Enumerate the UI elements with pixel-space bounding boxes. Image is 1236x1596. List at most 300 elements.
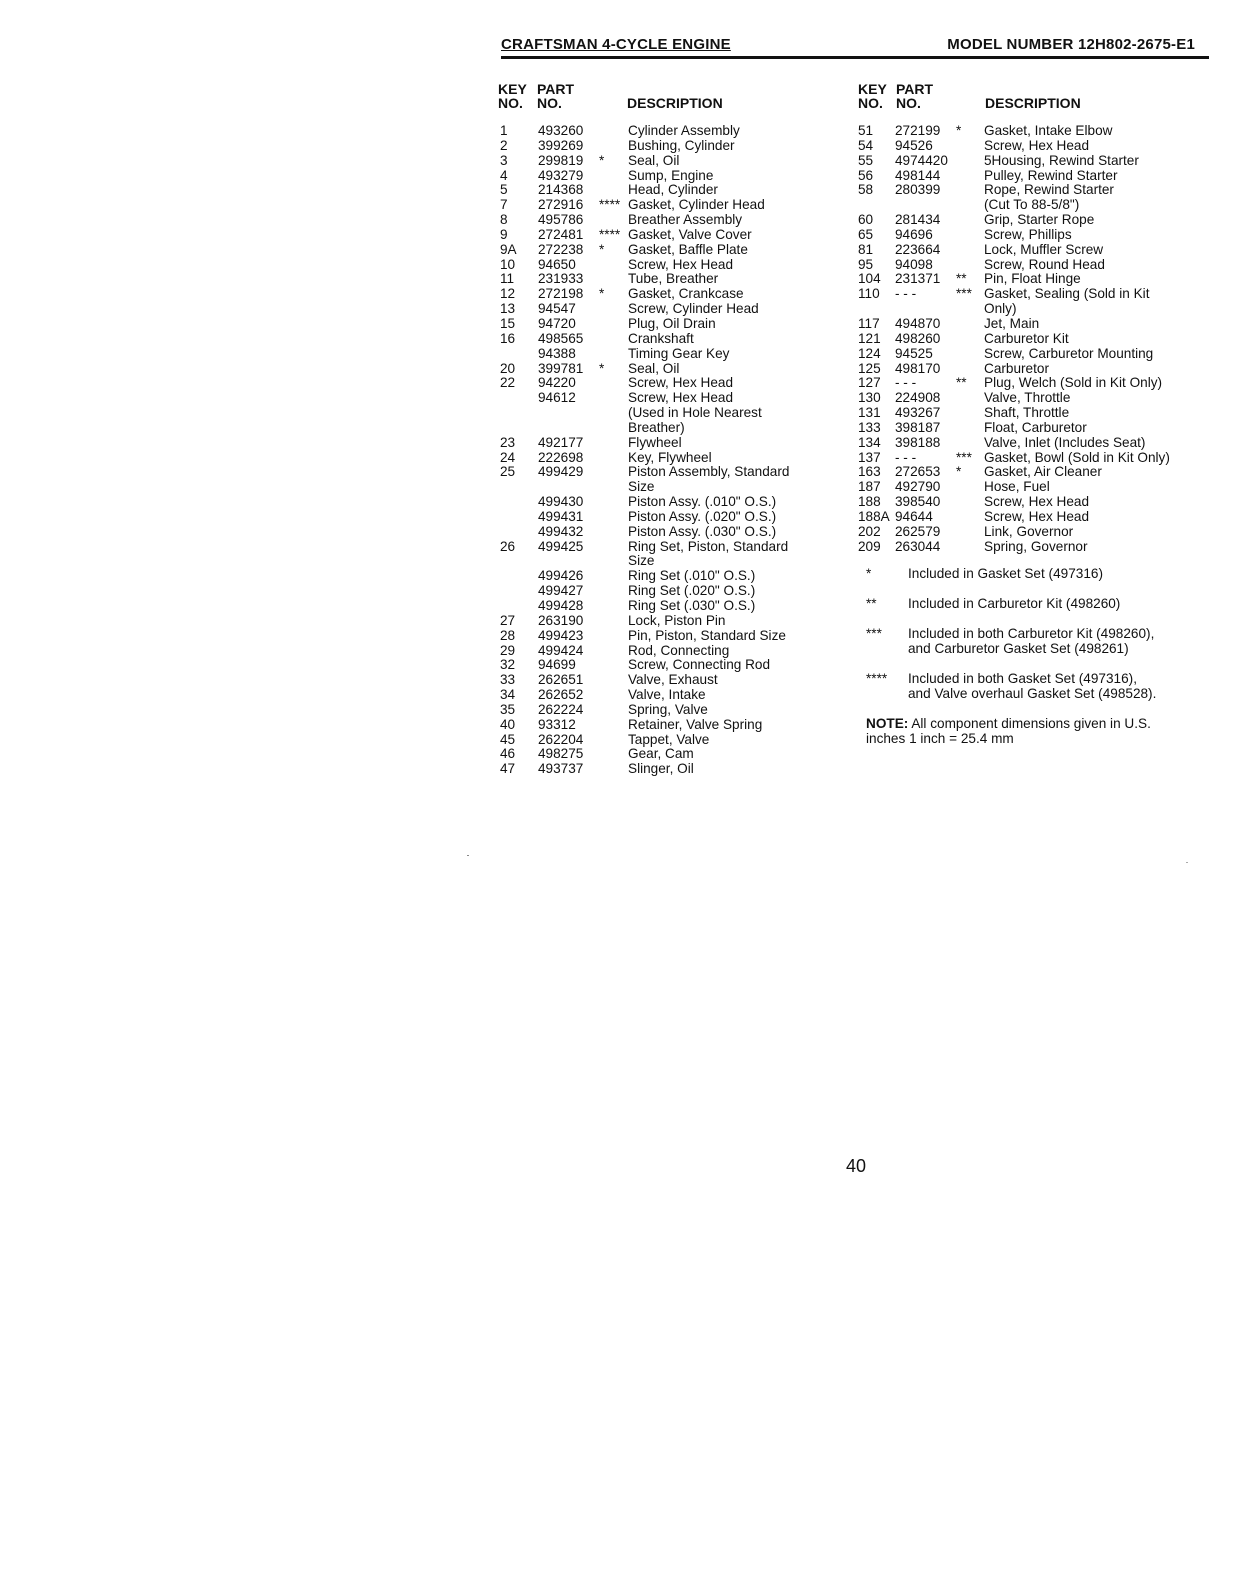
parts-row bbox=[858, 480, 1228, 495]
part-number: 399781 bbox=[538, 360, 584, 376]
footnote-text: Included in both Carburetor Kit (498260), bbox=[908, 626, 1155, 641]
part-number: 299819 bbox=[538, 152, 584, 168]
key-number: 24 bbox=[500, 449, 516, 465]
part-number: 498565 bbox=[538, 330, 584, 346]
part-description: Size bbox=[628, 479, 655, 495]
kit-marker: * bbox=[956, 464, 962, 480]
kit-marker: ** bbox=[956, 375, 967, 391]
part-description: Tappet, Valve bbox=[628, 731, 710, 747]
part-description: Screw, Cylinder Head bbox=[628, 301, 759, 317]
parts-row bbox=[858, 495, 1228, 510]
part-description: Gear, Cam bbox=[628, 746, 694, 762]
parts-row bbox=[500, 139, 840, 154]
key-number: 131 bbox=[858, 405, 881, 421]
key-number: 32 bbox=[500, 657, 516, 673]
key-number: 47 bbox=[500, 761, 516, 777]
parts-row bbox=[500, 510, 840, 525]
footnote-text: Included in Gasket Set (497316) bbox=[908, 566, 1103, 581]
part-description: Spring, Valve bbox=[628, 701, 708, 717]
kit-marker: *** bbox=[956, 286, 972, 302]
part-number: 498144 bbox=[895, 167, 941, 183]
key-number: 11 bbox=[500, 271, 515, 287]
parts-row bbox=[500, 451, 840, 466]
parts-row bbox=[500, 762, 840, 777]
part-description: Plug, Oil Drain bbox=[628, 315, 716, 331]
parts-row bbox=[858, 510, 1228, 525]
key-number: 33 bbox=[500, 672, 516, 688]
parts-row bbox=[500, 391, 840, 406]
key-number: 29 bbox=[500, 642, 516, 658]
key-number: 35 bbox=[500, 701, 516, 717]
parts-row bbox=[500, 362, 840, 377]
part-number: 214368 bbox=[538, 182, 584, 198]
part-description: Shaft, Throttle bbox=[984, 405, 1070, 421]
part-description: Valve, Inlet (Includes Seat) bbox=[984, 434, 1146, 450]
key-number: 26 bbox=[500, 538, 516, 554]
part-description: Only) bbox=[984, 301, 1017, 317]
part-number: 94525 bbox=[895, 345, 933, 361]
part-description: Rod, Connecting bbox=[628, 642, 730, 658]
parts-row bbox=[858, 213, 1228, 228]
part-description: Gasket, Bowl (Sold in Kit Only) bbox=[984, 449, 1170, 465]
part-description: Screw, Connecting Rod bbox=[628, 657, 771, 673]
footnote bbox=[866, 566, 1226, 581]
part-description: (Used in Hole Nearest bbox=[628, 405, 762, 421]
part-description: Spring, Governor bbox=[984, 538, 1088, 554]
parts-row bbox=[500, 569, 840, 584]
part-description: Lock, Piston Pin bbox=[628, 612, 726, 628]
key-number: 65 bbox=[858, 226, 874, 242]
key-number: 25 bbox=[500, 464, 516, 480]
footnote bbox=[866, 596, 1226, 611]
part-description: Seal, Oil bbox=[628, 360, 680, 376]
right-parts-list bbox=[858, 124, 1228, 554]
part-number: 94526 bbox=[895, 137, 933, 153]
part-description: Flywheel bbox=[628, 434, 682, 450]
part-description: Pin, Float Hinge bbox=[984, 271, 1081, 287]
model-number: MODEL NUMBER 12H802-2675-E1 bbox=[947, 36, 1195, 53]
kit-marker: **** bbox=[599, 197, 621, 213]
part-number: 493279 bbox=[538, 167, 584, 183]
part-description: Seal, Oil bbox=[628, 152, 680, 168]
part-description: Screw, Carburetor Mounting bbox=[984, 345, 1154, 361]
part-description: Breather Assembly bbox=[628, 212, 743, 228]
part-description: Pulley, Rewind Starter bbox=[984, 167, 1118, 183]
part-number: 94644 bbox=[895, 508, 933, 524]
key-number: 15 bbox=[500, 315, 516, 331]
parts-row bbox=[500, 540, 840, 555]
parts-row bbox=[858, 124, 1228, 139]
key-number: 134 bbox=[858, 434, 881, 450]
key-number: 54 bbox=[858, 137, 874, 153]
part-description: Screw, Hex Head bbox=[628, 375, 734, 391]
parts-row bbox=[500, 317, 840, 332]
part-description: Screw, Hex Head bbox=[628, 256, 734, 272]
part-description: Lock, Muffler Screw bbox=[984, 241, 1104, 257]
kit-marker: * bbox=[599, 360, 605, 376]
parts-row bbox=[500, 733, 840, 748]
part-description: Slinger, Oil bbox=[628, 761, 694, 777]
part-description: Valve, Throttle bbox=[984, 390, 1071, 406]
part-description: Gasket, Air Cleaner bbox=[984, 464, 1102, 480]
note-text: All component dimensions given in U.S. bbox=[911, 716, 1151, 731]
part-number: 272916 bbox=[538, 197, 584, 213]
part-number: 498170 bbox=[895, 360, 941, 376]
part-number: 499431 bbox=[538, 508, 584, 524]
part-number: 94098 bbox=[895, 256, 933, 272]
part-number: 272653 bbox=[895, 464, 941, 480]
kit-marker: * bbox=[956, 123, 962, 138]
key-number: 163 bbox=[858, 464, 881, 480]
key-number: 124 bbox=[858, 345, 881, 361]
parts-row bbox=[500, 376, 840, 391]
part-description: Float, Carburetor bbox=[984, 419, 1087, 435]
part-number: 94220 bbox=[538, 375, 576, 391]
parts-row bbox=[500, 688, 840, 703]
part-number: 493260 bbox=[538, 123, 584, 138]
scan-speck bbox=[1186, 862, 1188, 863]
parts-row bbox=[858, 391, 1228, 406]
part-no-header-right: PART bbox=[896, 81, 934, 97]
part-number: 398187 bbox=[895, 419, 941, 435]
footnote-marker: * bbox=[866, 566, 872, 581]
key-number: 104 bbox=[858, 271, 881, 287]
parts-row bbox=[858, 332, 1228, 347]
footnote-text: Included in Carburetor Kit (498260) bbox=[908, 596, 1121, 611]
part-number: 498260 bbox=[895, 330, 941, 346]
kit-marker: * bbox=[599, 152, 605, 168]
key-no-header-line2: NO. bbox=[498, 95, 523, 111]
part-number: 399269 bbox=[538, 137, 584, 153]
part-description: Hose, Fuel bbox=[984, 479, 1050, 495]
part-number: 493737 bbox=[538, 761, 584, 777]
key-number: 34 bbox=[500, 687, 516, 703]
part-number: 272199 bbox=[895, 123, 941, 138]
key-number: 46 bbox=[500, 746, 516, 762]
part-description: Retainer, Valve Spring bbox=[628, 716, 763, 732]
parts-row bbox=[500, 658, 840, 673]
part-number: 499424 bbox=[538, 642, 584, 658]
right-column-headers bbox=[858, 82, 1198, 112]
part-number: 94720 bbox=[538, 315, 576, 331]
part-description: Screw, Hex Head bbox=[984, 137, 1090, 153]
key-number: 4 bbox=[500, 167, 508, 183]
part-number: 231933 bbox=[538, 271, 584, 287]
part-description: Ring Set (.010" O.S.) bbox=[628, 568, 756, 584]
footnote bbox=[866, 671, 1226, 701]
part-number: 262224 bbox=[538, 701, 584, 717]
part-number: 262579 bbox=[895, 523, 941, 539]
part-number: - - - bbox=[895, 449, 917, 465]
key-number: 45 bbox=[500, 731, 516, 747]
parts-row bbox=[500, 406, 840, 421]
part-number: 499425 bbox=[538, 538, 584, 554]
parts-row bbox=[858, 317, 1228, 332]
kit-marker: *** bbox=[956, 449, 972, 465]
key-number: 125 bbox=[858, 360, 881, 376]
part-description: Screw, Hex Head bbox=[984, 494, 1090, 510]
part-description: Link, Governor bbox=[984, 523, 1074, 539]
key-number: 56 bbox=[858, 167, 874, 183]
key-number: 5 bbox=[500, 182, 508, 198]
parts-row bbox=[858, 169, 1228, 184]
part-number: 492790 bbox=[895, 479, 941, 495]
parts-row bbox=[500, 495, 840, 510]
key-number: 28 bbox=[500, 627, 516, 643]
parts-row bbox=[500, 421, 840, 436]
dimensions-note bbox=[866, 716, 1226, 746]
left-column-headers bbox=[498, 82, 838, 112]
parts-row bbox=[858, 540, 1228, 555]
parts-row bbox=[858, 258, 1228, 273]
part-number: 93312 bbox=[538, 716, 576, 732]
parts-row bbox=[858, 465, 1228, 480]
key-number: 137 bbox=[858, 449, 881, 465]
footnote-text-line2: and Valve overhaul Gasket Set (498528). bbox=[908, 686, 1157, 701]
part-number: - - - bbox=[895, 375, 917, 391]
parts-row bbox=[858, 451, 1228, 466]
part-description: Carburetor bbox=[984, 360, 1049, 376]
key-number: 8 bbox=[500, 212, 508, 228]
parts-row bbox=[858, 302, 1228, 317]
part-number: 499426 bbox=[538, 568, 584, 584]
key-number: 20 bbox=[500, 360, 516, 376]
part-number: 263044 bbox=[895, 538, 941, 554]
description-header: DESCRIPTION bbox=[627, 95, 723, 111]
parts-row bbox=[500, 480, 840, 495]
part-number: 223664 bbox=[895, 241, 941, 257]
key-number: 202 bbox=[858, 523, 881, 539]
key-number: 27 bbox=[500, 612, 516, 628]
parts-row bbox=[858, 436, 1228, 451]
part-number: 280399 bbox=[895, 182, 941, 198]
key-number: 121 bbox=[858, 330, 881, 346]
part-description: Bushing, Cylinder bbox=[628, 137, 735, 153]
part-number: 493267 bbox=[895, 405, 941, 421]
part-description: Jet, Main bbox=[984, 315, 1040, 331]
part-number: 94650 bbox=[538, 256, 576, 272]
part-number: 4974420 bbox=[895, 152, 948, 168]
key-number: 133 bbox=[858, 419, 881, 435]
key-no-header-right: KEY bbox=[858, 81, 887, 97]
parts-row bbox=[858, 347, 1228, 362]
part-number: 495786 bbox=[538, 212, 584, 228]
part-number: 263190 bbox=[538, 612, 584, 628]
part-description: Piston Assy. (.020" O.S.) bbox=[628, 508, 777, 524]
part-description: Gasket, Cylinder Head bbox=[628, 197, 765, 213]
parts-row bbox=[500, 436, 840, 451]
key-number: 12 bbox=[500, 286, 516, 302]
part-description: Gasket, Valve Cover bbox=[628, 226, 752, 242]
key-number: 127 bbox=[858, 375, 881, 391]
key-number: 110 bbox=[858, 286, 880, 302]
key-number: 9A bbox=[500, 241, 517, 257]
page-header bbox=[501, 34, 1209, 59]
part-number: 222698 bbox=[538, 449, 584, 465]
key-number: 7 bbox=[500, 197, 508, 213]
part-description: Piston Assy. (.010" O.S.) bbox=[628, 494, 777, 510]
part-number: 499432 bbox=[538, 523, 584, 539]
key-number: 187 bbox=[858, 479, 881, 495]
part-description: Grip, Starter Rope bbox=[984, 212, 1095, 228]
part-number: 499428 bbox=[538, 598, 584, 613]
footnote-text-line2: and Carburetor Gasket Set (498261) bbox=[908, 641, 1129, 656]
part-number: 272481 bbox=[538, 226, 584, 242]
parts-row bbox=[500, 525, 840, 540]
parts-row bbox=[858, 243, 1228, 258]
kit-marker: **** bbox=[599, 226, 621, 242]
part-description: Valve, Intake bbox=[628, 687, 706, 703]
parts-row bbox=[858, 198, 1228, 213]
part-description: Gasket, Intake Elbow bbox=[984, 123, 1113, 138]
part-description: Timing Gear Key bbox=[628, 345, 730, 361]
parts-row bbox=[500, 614, 840, 629]
parts-row bbox=[500, 272, 840, 287]
part-description: Screw, Phillips bbox=[984, 226, 1072, 242]
part-description: Gasket, Crankcase bbox=[628, 286, 744, 302]
part-number: 262652 bbox=[538, 687, 584, 703]
note-label: NOTE: bbox=[866, 716, 909, 731]
part-number: 272198 bbox=[538, 286, 584, 302]
key-number: 9 bbox=[500, 226, 508, 242]
key-number: 23 bbox=[500, 434, 516, 450]
parts-row bbox=[858, 183, 1228, 198]
parts-row bbox=[858, 272, 1228, 287]
key-number: 40 bbox=[500, 716, 516, 732]
parts-row bbox=[500, 154, 840, 169]
part-number: 494870 bbox=[895, 315, 941, 331]
parts-row bbox=[500, 703, 840, 718]
part-number: 281434 bbox=[895, 212, 941, 228]
part-number: 262651 bbox=[538, 672, 584, 688]
footnote-marker: *** bbox=[866, 626, 882, 641]
parts-row bbox=[858, 525, 1228, 540]
part-number: 498275 bbox=[538, 746, 584, 762]
kit-marker: ** bbox=[956, 271, 967, 287]
key-header-line1: KEY bbox=[498, 81, 527, 97]
left-parts-list bbox=[500, 124, 840, 777]
part-number: 224908 bbox=[895, 390, 941, 406]
parts-row bbox=[500, 465, 840, 480]
parts-row bbox=[500, 629, 840, 644]
part-number: 499423 bbox=[538, 627, 584, 643]
part-description: Pin, Piston, Standard Size bbox=[628, 627, 786, 643]
parts-row bbox=[858, 139, 1228, 154]
key-number: 188 bbox=[858, 494, 881, 510]
part-number: 492177 bbox=[538, 434, 584, 450]
key-number: 117 bbox=[858, 315, 880, 331]
kit-marker: * bbox=[599, 286, 605, 302]
parts-row bbox=[500, 258, 840, 273]
footnote-marker: **** bbox=[866, 671, 888, 686]
parts-row bbox=[500, 124, 840, 139]
parts-row bbox=[858, 362, 1228, 377]
part-number: - - - bbox=[895, 286, 917, 302]
key-number: 95 bbox=[858, 256, 874, 272]
parts-row bbox=[858, 421, 1228, 436]
key-number: 13 bbox=[500, 301, 516, 317]
footnotes-block bbox=[866, 566, 1226, 746]
parts-row bbox=[500, 747, 840, 762]
key-number: 2 bbox=[500, 137, 508, 153]
part-description: Plug, Welch (Sold in Kit Only) bbox=[984, 375, 1163, 391]
parts-row bbox=[500, 584, 840, 599]
part-number: 499430 bbox=[538, 494, 584, 510]
part-description: Size bbox=[628, 553, 655, 569]
key-number: 22 bbox=[500, 375, 516, 391]
part-description: Key, Flywheel bbox=[628, 449, 712, 465]
part-description: Ring Set (.030" O.S.) bbox=[628, 598, 756, 613]
parts-row bbox=[500, 228, 840, 243]
footnote-marker: ** bbox=[866, 596, 877, 611]
part-description: 5Housing, Rewind Starter bbox=[984, 152, 1139, 168]
key-number: 10 bbox=[500, 256, 516, 272]
key-number: 3 bbox=[500, 152, 508, 168]
key-no-header-right-line2: NO. bbox=[858, 95, 883, 111]
part-description: Head, Cylinder bbox=[628, 182, 718, 198]
part-description: Valve, Exhaust bbox=[628, 672, 718, 688]
key-number: 209 bbox=[858, 538, 881, 554]
part-description: Rope, Rewind Starter bbox=[984, 182, 1114, 198]
key-number: 16 bbox=[500, 330, 516, 346]
part-description: Tube, Breather bbox=[628, 271, 719, 287]
part-description: Breather) bbox=[628, 419, 685, 435]
part-description: Sump, Engine bbox=[628, 167, 714, 183]
part-number: 499427 bbox=[538, 583, 584, 599]
parts-row bbox=[500, 332, 840, 347]
part-description: Gasket, Sealing (Sold in Kit bbox=[984, 286, 1150, 302]
part-description: Carburetor Kit bbox=[984, 330, 1069, 346]
part-description: Ring Set (.020" O.S.) bbox=[628, 583, 756, 599]
parts-row bbox=[500, 718, 840, 733]
parts-row bbox=[500, 302, 840, 317]
kit-marker: * bbox=[599, 241, 605, 257]
part-description: Gasket, Baffle Plate bbox=[628, 241, 748, 257]
part-description: Cylinder Assembly bbox=[628, 123, 740, 138]
key-number: 60 bbox=[858, 212, 874, 228]
key-number: 58 bbox=[858, 182, 874, 198]
key-number: 188A bbox=[858, 508, 890, 524]
part-number: 398540 bbox=[895, 494, 941, 510]
parts-row bbox=[500, 198, 840, 213]
part-number: 94612 bbox=[538, 390, 576, 406]
parts-row bbox=[858, 406, 1228, 421]
parts-row bbox=[500, 599, 840, 614]
parts-row bbox=[500, 183, 840, 198]
part-number: 272238 bbox=[538, 241, 584, 257]
part-description: Screw, Hex Head bbox=[984, 508, 1090, 524]
document-title: CRAFTSMAN 4-CYCLE ENGINE bbox=[501, 36, 731, 53]
part-description: Piston Assembly, Standard bbox=[628, 464, 790, 480]
key-number: 55 bbox=[858, 152, 874, 168]
parts-row bbox=[500, 213, 840, 228]
parts-row bbox=[500, 554, 840, 569]
footnote-text: Included in both Gasket Set (497316), bbox=[908, 671, 1137, 686]
part-description: Piston Assy. (.030" O.S.) bbox=[628, 523, 777, 539]
parts-row bbox=[500, 673, 840, 688]
parts-row bbox=[500, 243, 840, 258]
parts-row bbox=[858, 154, 1228, 169]
parts-row bbox=[858, 287, 1228, 302]
part-no-header-line2: NO. bbox=[537, 95, 562, 111]
part-number: 94547 bbox=[538, 301, 576, 317]
part-description: Screw, Round Head bbox=[984, 256, 1105, 272]
part-number: 499429 bbox=[538, 464, 584, 480]
part-number: 231371 bbox=[895, 271, 941, 287]
part-no-header-right-line2: NO. bbox=[896, 95, 921, 111]
footnote bbox=[866, 626, 1226, 656]
parts-row bbox=[500, 287, 840, 302]
